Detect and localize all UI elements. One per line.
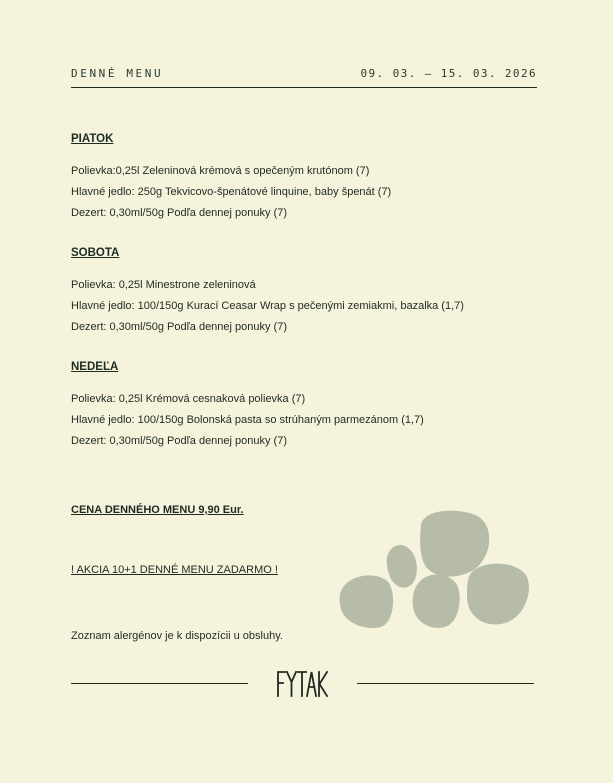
pebble-shape [467, 564, 529, 625]
pebbles-decoration [335, 505, 535, 635]
date-range: 09. 03. – 15. 03. 2026 [360, 67, 537, 80]
day-section-nedela [71, 361, 541, 452]
soup-line: Polievka:0,25l Zeleninová krémová s opečeným krutónom (7) [71, 165, 370, 177]
day-title: NEDEĽA [71, 361, 119, 373]
footer-divider-left [71, 683, 248, 684]
day-title: PIATOK [71, 133, 114, 145]
pebble-shape [387, 545, 417, 588]
soup-line: Polievka: 0,25l Minestrone zeleninová [71, 279, 256, 291]
footer-divider-right [357, 683, 534, 684]
soup-line: Polievka: 0,25l Krémová cesnaková polievka (7) [71, 393, 306, 405]
dessert-line: Dezert: 0,30ml/50g Podľa dennej ponuky (7) [71, 435, 288, 447]
day-title: SOBOTA [71, 247, 120, 259]
day-section-piatok [71, 133, 541, 224]
menu-title: DENNÉ MENU [71, 67, 164, 80]
main-course-line: Hlavné jedlo: 100/150g Bolonská pasta so strúhaným parmezánom (1,7) [71, 414, 424, 426]
fytak-logo [268, 666, 340, 700]
pebble-shape [340, 575, 394, 628]
pebble-shape [420, 511, 489, 577]
pebble-shape [413, 575, 460, 628]
allergens-note: Zoznam alergénov je k dispozícii u obsluhy. [71, 630, 283, 642]
main-course-line: Hlavné jedlo: 250g Tekvicovo-špenátové linquine, baby špenát (7) [71, 186, 392, 198]
menu-header [71, 67, 537, 88]
main-course-line: Hlavné jedlo: 100/150g Kurací Ceasar Wrap s pečenými zemiakmi, bazalka (1,7) [71, 300, 464, 312]
menu-price: CENA DENNÉHO MENU 9,90 Eur. [71, 504, 244, 516]
day-section-sobota [71, 247, 541, 338]
dessert-line: Dezert: 0,30ml/50g Podľa dennej ponuky (7) [71, 321, 288, 333]
promo-offer: ! AKCIA 10+1 DENNÉ MENU ZADARMO ! [71, 564, 278, 576]
dessert-line: Dezert: 0,30ml/50g Podľa dennej ponuky (7) [71, 207, 288, 219]
